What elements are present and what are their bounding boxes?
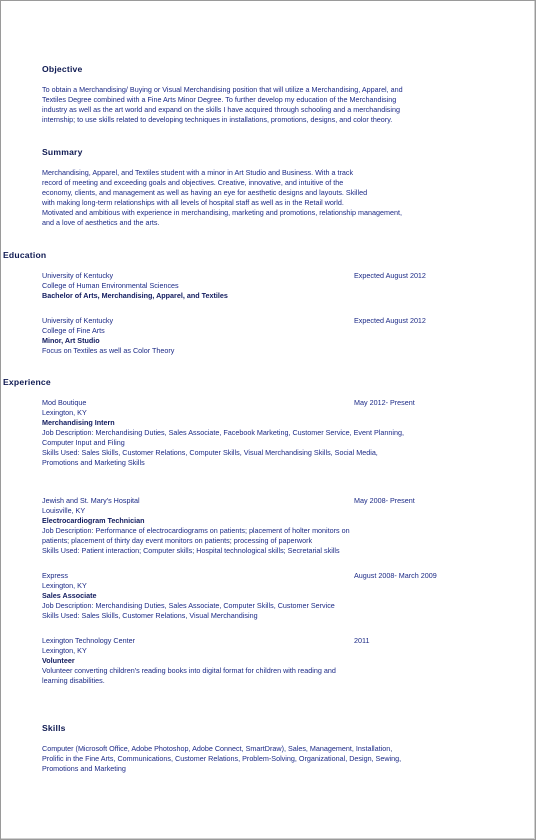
job-line: Job Description: Merchandising Duties, Sales Associate, Computer Skills, Customer Service: [42, 601, 335, 610]
objective-line: To obtain a Merchandising/ Buying or Visual Merchandising position that will utilize a Merchandising, Apparel, and: [42, 85, 403, 94]
summary-line: record of meeting and exceeding goals and objectives. Creative, innovative, and intuitive of the: [42, 178, 344, 187]
job-line: Skills Used: Sales Skills, Customer Relations, Computer Skills, Visual Merchandising Skills, Social Media,: [42, 448, 378, 457]
job-employer: Express: [42, 571, 68, 580]
summary-line: Motivated and ambitious with experience in merchandising, marketing and promotions, relationship management,: [42, 208, 402, 217]
job-employer: Lexington Technology Center: [42, 636, 135, 645]
skills-line: Promotions and Marketing: [42, 764, 126, 773]
job-line: Job Description: Merchandising Duties, Sales Associate, Facebook Marketing, Customer Service, Event Planning,: [42, 428, 404, 437]
objective-text: [42, 85, 492, 125]
job-location: Louisville, KY: [42, 506, 86, 515]
job-entry: [42, 636, 492, 686]
skills-text: [42, 744, 492, 774]
summary-line: with making long-term relationships with all levels of hospital staff as well as in the Retail world.: [42, 198, 344, 207]
summary-heading: Summary: [42, 147, 83, 157]
job-title: Electrocardiogram Technician: [42, 516, 145, 525]
education-degree: Minor, Art Studio: [42, 336, 100, 345]
job-line: Computer Input and Filing: [42, 438, 125, 447]
education-degree: Bachelor of Arts, Merchandising, Apparel, and Textiles: [42, 291, 228, 300]
objective-line: industry as well as the art world and expand on the skills I have acquired through schooling and a merchandising: [42, 105, 400, 114]
job-title: Sales Associate: [42, 591, 97, 600]
education-date: Expected August 2012: [354, 271, 426, 280]
summary-text: [42, 168, 492, 228]
objective-line: Textiles Degree combined with a Fine Arts Minor Degree. To further develop my education of the Merchandising: [42, 95, 397, 104]
job-line: Skills Used: Sales Skills, Customer Relations, Visual Merchandising: [42, 611, 258, 620]
job-line: Job Description: Performance of electrocardiograms on patients; placement of holter monitors on: [42, 526, 350, 535]
experience-heading: Experience: [3, 377, 51, 387]
job-employer: Jewish and St. Mary's Hospital: [42, 496, 140, 505]
education-school: University of Kentucky: [42, 316, 114, 325]
job-line: Volunteer converting children's reading books into digital format for children with reading and: [42, 666, 336, 675]
education-heading: Education: [3, 250, 47, 260]
job-location: Lexington, KY: [42, 581, 87, 590]
skills-line: Prolific in the Fine Arts, Communications, Customer Relations, Problem-Solving, Organizational, Design, Sewing,: [42, 754, 402, 763]
job-date: May 2008- Present: [354, 496, 415, 505]
job-date: August 2008- March 2009: [354, 571, 437, 580]
summary-line: economy, clients, and management as well as having an eye for aesthetic designs and layouts. Skilled: [42, 188, 368, 197]
education-school: University of Kentucky: [42, 271, 114, 280]
summary-line: Merchandising, Apparel, and Textiles student with a minor in Art Studio and Business. With a track: [42, 168, 354, 177]
objective-heading: Objective: [42, 64, 83, 74]
education-college: College of Human Environmental Sciences: [42, 281, 179, 290]
education-note: Focus on Textiles as well as Color Theory: [42, 346, 175, 355]
job-location: Lexington, KY: [42, 646, 87, 655]
job-line: patients; placement of thirty day event monitors on patients; processing of paperwork: [42, 536, 313, 545]
skills-line: Computer (Microsoft Office, Adobe Photoshop, Adobe Connect, SmartDraw), Sales, Management, Installation,: [42, 744, 393, 753]
education-college: College of Fine Arts: [42, 326, 105, 335]
job-date: 2011: [354, 636, 370, 645]
job-employer: Mod Boutique: [42, 398, 87, 407]
job-entry: [42, 496, 492, 556]
job-title: Volunteer: [42, 656, 75, 665]
job-entry: [42, 398, 492, 468]
summary-line: and a love of aesthetics and the arts.: [42, 218, 160, 227]
objective-line: internship; to use skills related to developing techniques in installations, promotions, designs, and color theory.: [42, 115, 393, 124]
job-line: Skills Used: Patient interaction; Computer skills; Hospital technological skills; Secretarial skills: [42, 546, 340, 555]
skills-heading: Skills: [42, 723, 66, 733]
job-date: May 2012- Present: [354, 398, 415, 407]
education-date: Expected August 2012: [354, 316, 426, 325]
job-line: Promotions and Marketing Skills: [42, 458, 145, 467]
job-location: Lexington, KY: [42, 408, 87, 417]
job-line: learning disabilities.: [42, 676, 105, 685]
job-title: Merchandising Intern: [42, 418, 115, 427]
